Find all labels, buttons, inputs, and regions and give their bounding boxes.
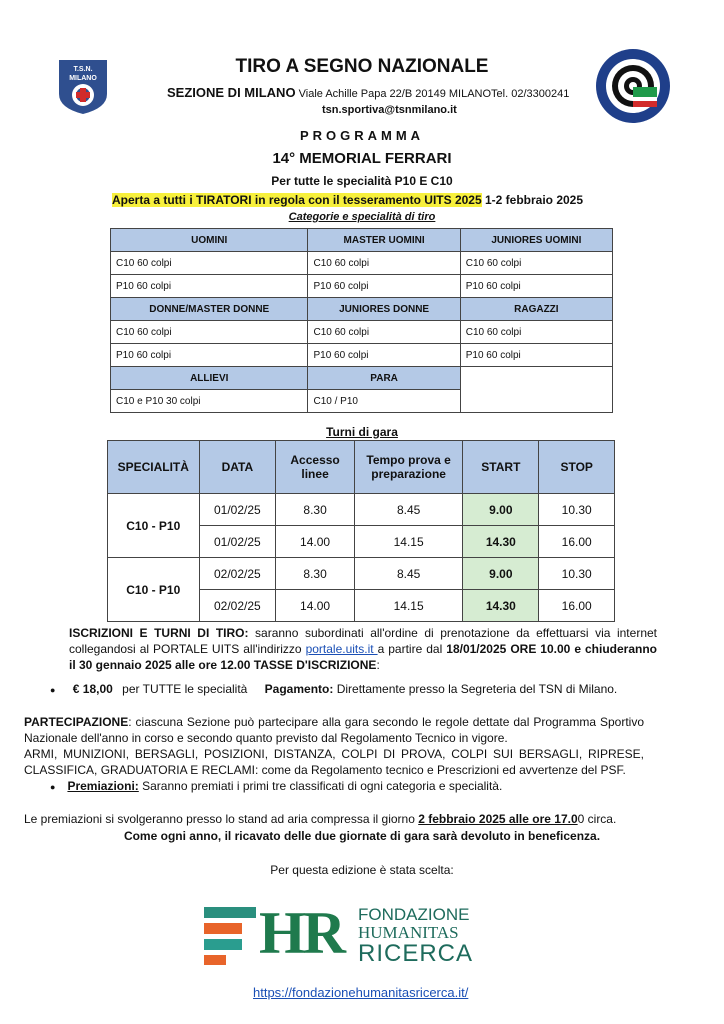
stop-cell: 16.00 — [539, 590, 615, 622]
category-header: MASTER UOMINI — [308, 229, 460, 252]
date-cell: 01/02/25 — [199, 526, 276, 558]
stop-cell: 10.30 — [539, 558, 615, 590]
categories-title: Categorie e specialità di tiro — [288, 211, 436, 223]
iscrizioni-label: ISCRIZIONI E TURNI DI TIRO: — [69, 626, 249, 640]
category-cell: C10 60 colpi — [460, 321, 612, 344]
foundation-name-1: FONDAZIONE — [358, 905, 470, 924]
prep-cell: 8.45 — [354, 558, 462, 590]
date-cell: 01/02/25 — [199, 494, 276, 526]
chosen-line: Per questa edizione è stata scelta: — [270, 863, 454, 877]
empty-cell — [460, 367, 612, 413]
iscrizioni-paragraph — [69, 625, 657, 673]
category-header: DONNE/MASTER DONNE — [111, 298, 308, 321]
address-line — [167, 85, 587, 100]
prep-cell: 14.15 — [354, 526, 462, 558]
premiazioni-label: Premiazioni: — [67, 779, 139, 793]
categories-table — [110, 228, 613, 413]
turni-table — [107, 440, 615, 622]
address: Viale Achille Papa 22/B 20149 MILANO — [298, 88, 492, 100]
access-cell: 14.00 — [276, 590, 355, 622]
registration-dates: 18/01/2025 ORE 10.00 e chiuderanno il 30 gennaio 2025 alle ore 12.00 — [69, 642, 657, 672]
category-cell: P10 60 colpi — [308, 275, 460, 298]
stop-cell: 16.00 — [539, 526, 615, 558]
table-row — [108, 494, 615, 526]
awards-line — [24, 812, 704, 826]
start-cell: 14.30 — [463, 590, 539, 622]
programme-label: PROGRAMMA — [299, 128, 425, 143]
category-cell: C10 60 colpi — [460, 252, 612, 275]
category-header: PARA — [308, 367, 460, 390]
hr-letters: HR — [259, 900, 343, 966]
charity-line: Come ogni anno, il ricavato delle due giornate di gara sarà devoluto in beneficenza. — [123, 829, 601, 843]
stop-cell: 10.30 — [539, 494, 615, 526]
turni-header: Tempo prova e preparazione — [354, 441, 462, 494]
specialties-line: Per tutte le specialità P10 E C10 — [271, 174, 453, 188]
specialty-cell: C10 - P10 — [108, 558, 200, 622]
partecipazione-text: : ciascuna Sezione può partecipare alla gara secondo le regole dettate dal Programma Sportivo Nazionale dell'anno in corso e secondo quanto previsto dal Regolamento Tecnico in vigore. — [24, 715, 644, 745]
category-header: JUNIORES UOMINI — [460, 229, 612, 252]
premiazioni-text: Saranno premiati i primi tre classificati di ogni categoria e specialità. — [138, 779, 503, 793]
foundation-link[interactable]: https://fondazionehumanitasricerca.it/ — [253, 985, 469, 1000]
bullet-icon: ● — [50, 685, 56, 695]
category-cell: C10 60 colpi — [111, 252, 308, 275]
start-cell: 9.00 — [463, 494, 539, 526]
awards-when: 2 febbraio 2025 alle ore 17.0 — [418, 812, 578, 826]
iscrizioni-text: saranno subordinati all'ordine di prenotazione da effettuarsi via internet collegandosi al PORTALE UITS all'indirizzo — [69, 626, 657, 656]
payment-text: Direttamente presso la Segreteria del TSN di Milano. — [333, 682, 618, 696]
svg-text:T.S.N.: T.S.N. — [73, 66, 93, 73]
category-cell: P10 60 colpi — [111, 344, 308, 367]
org-title: TIRO A SEGNO NAZIONALE — [235, 56, 489, 77]
open-to-line — [112, 193, 583, 207]
access-cell: 8.30 — [276, 558, 355, 590]
turni-header: Accesso linee — [276, 441, 355, 494]
partecipazione-label: PARTECIPAZIONE — [24, 715, 129, 729]
access-cell: 14.00 — [276, 526, 355, 558]
category-cell: C10 60 colpi — [308, 252, 460, 275]
iscrizioni-text-2: a partire dal — [377, 642, 447, 656]
rules-text: ARMI, MUNIZIONI, BERSAGLI, POSIZIONI, DISTANZA, COLPI DI PROVA, COLPI SUI BERSAGLI, RIPRESE, CLASSIFICA, GRADUATORIA E RECLAMI: come da Regolamento tecnico e Prescrizioni ed avvertenze del PSF. — [24, 747, 644, 777]
start-cell: 14.30 — [463, 526, 539, 558]
category-cell: P10 60 colpi — [111, 275, 308, 298]
fee-amount: € 18,00 — [72, 682, 113, 696]
fees-colon: : — [376, 658, 380, 672]
foundation-name-2: HUMANITAS — [358, 923, 459, 942]
turni-header: STOP — [539, 441, 615, 494]
category-cell: C10 / P10 — [308, 390, 460, 413]
email[interactable]: tsn.sportiva@tsnmilano.it — [322, 104, 457, 116]
category-header: RAGAZZI — [460, 298, 612, 321]
category-cell: C10 e P10 30 colpi — [111, 390, 308, 413]
start-cell: 9.00 — [463, 558, 539, 590]
category-cell: P10 60 colpi — [308, 344, 460, 367]
foundation-name-3: RICERCA — [358, 940, 474, 967]
prep-cell: 8.45 — [354, 494, 462, 526]
humanitas-logo — [204, 900, 514, 967]
date-cell: 02/02/25 — [199, 590, 276, 622]
category-cell: C10 60 colpi — [308, 321, 460, 344]
turni-header: START — [463, 441, 539, 494]
specialty-cell: C10 - P10 — [108, 494, 200, 558]
bullet-icon: ● — [50, 782, 56, 792]
event-title: 14° MEMORIAL FERRARI — [272, 150, 452, 167]
category-cell: C10 60 colpi — [111, 321, 308, 344]
fees-label: TASSE D'ISCRIZIONE — [253, 658, 377, 672]
category-header: JUNIORES DONNE — [308, 298, 460, 321]
category-cell: P10 60 colpi — [460, 344, 612, 367]
turni-header: DATA — [199, 441, 276, 494]
open-to-highlight: Aperta a tutti i TIRATORI in regola con il tesseramento UITS 2025 — [112, 193, 482, 207]
prep-cell: 14.15 — [354, 590, 462, 622]
portal-link[interactable]: portale.uits.it — [305, 642, 378, 656]
fee-scope: per TUTTE le specialità — [122, 682, 248, 696]
access-cell: 8.30 — [276, 494, 355, 526]
telephone: Tel. 02/3300241 — [491, 88, 570, 100]
svg-text:MILANO: MILANO — [69, 75, 97, 82]
partecipazione-block — [24, 714, 644, 795]
payment-label: Pagamento: — [264, 682, 334, 696]
table-row — [108, 558, 615, 590]
awards-tail: 0 circa. — [577, 812, 617, 826]
category-cell: P10 60 colpi — [460, 275, 612, 298]
awards-text: Le premiazioni si svolgeranno presso lo stand ad aria compressa il giorno — [24, 812, 419, 826]
section-name: SEZIONE DI MILANO — [167, 85, 296, 100]
date-cell: 02/02/25 — [199, 558, 276, 590]
category-header: UOMINI — [111, 229, 308, 252]
category-header: ALLIEVI — [111, 367, 308, 390]
turni-header: SPECIALITÀ — [108, 441, 200, 494]
turni-title: Turni di gara — [326, 425, 398, 439]
fee-line — [50, 682, 617, 696]
event-dates: 1-2 febbraio 2025 — [484, 193, 584, 207]
